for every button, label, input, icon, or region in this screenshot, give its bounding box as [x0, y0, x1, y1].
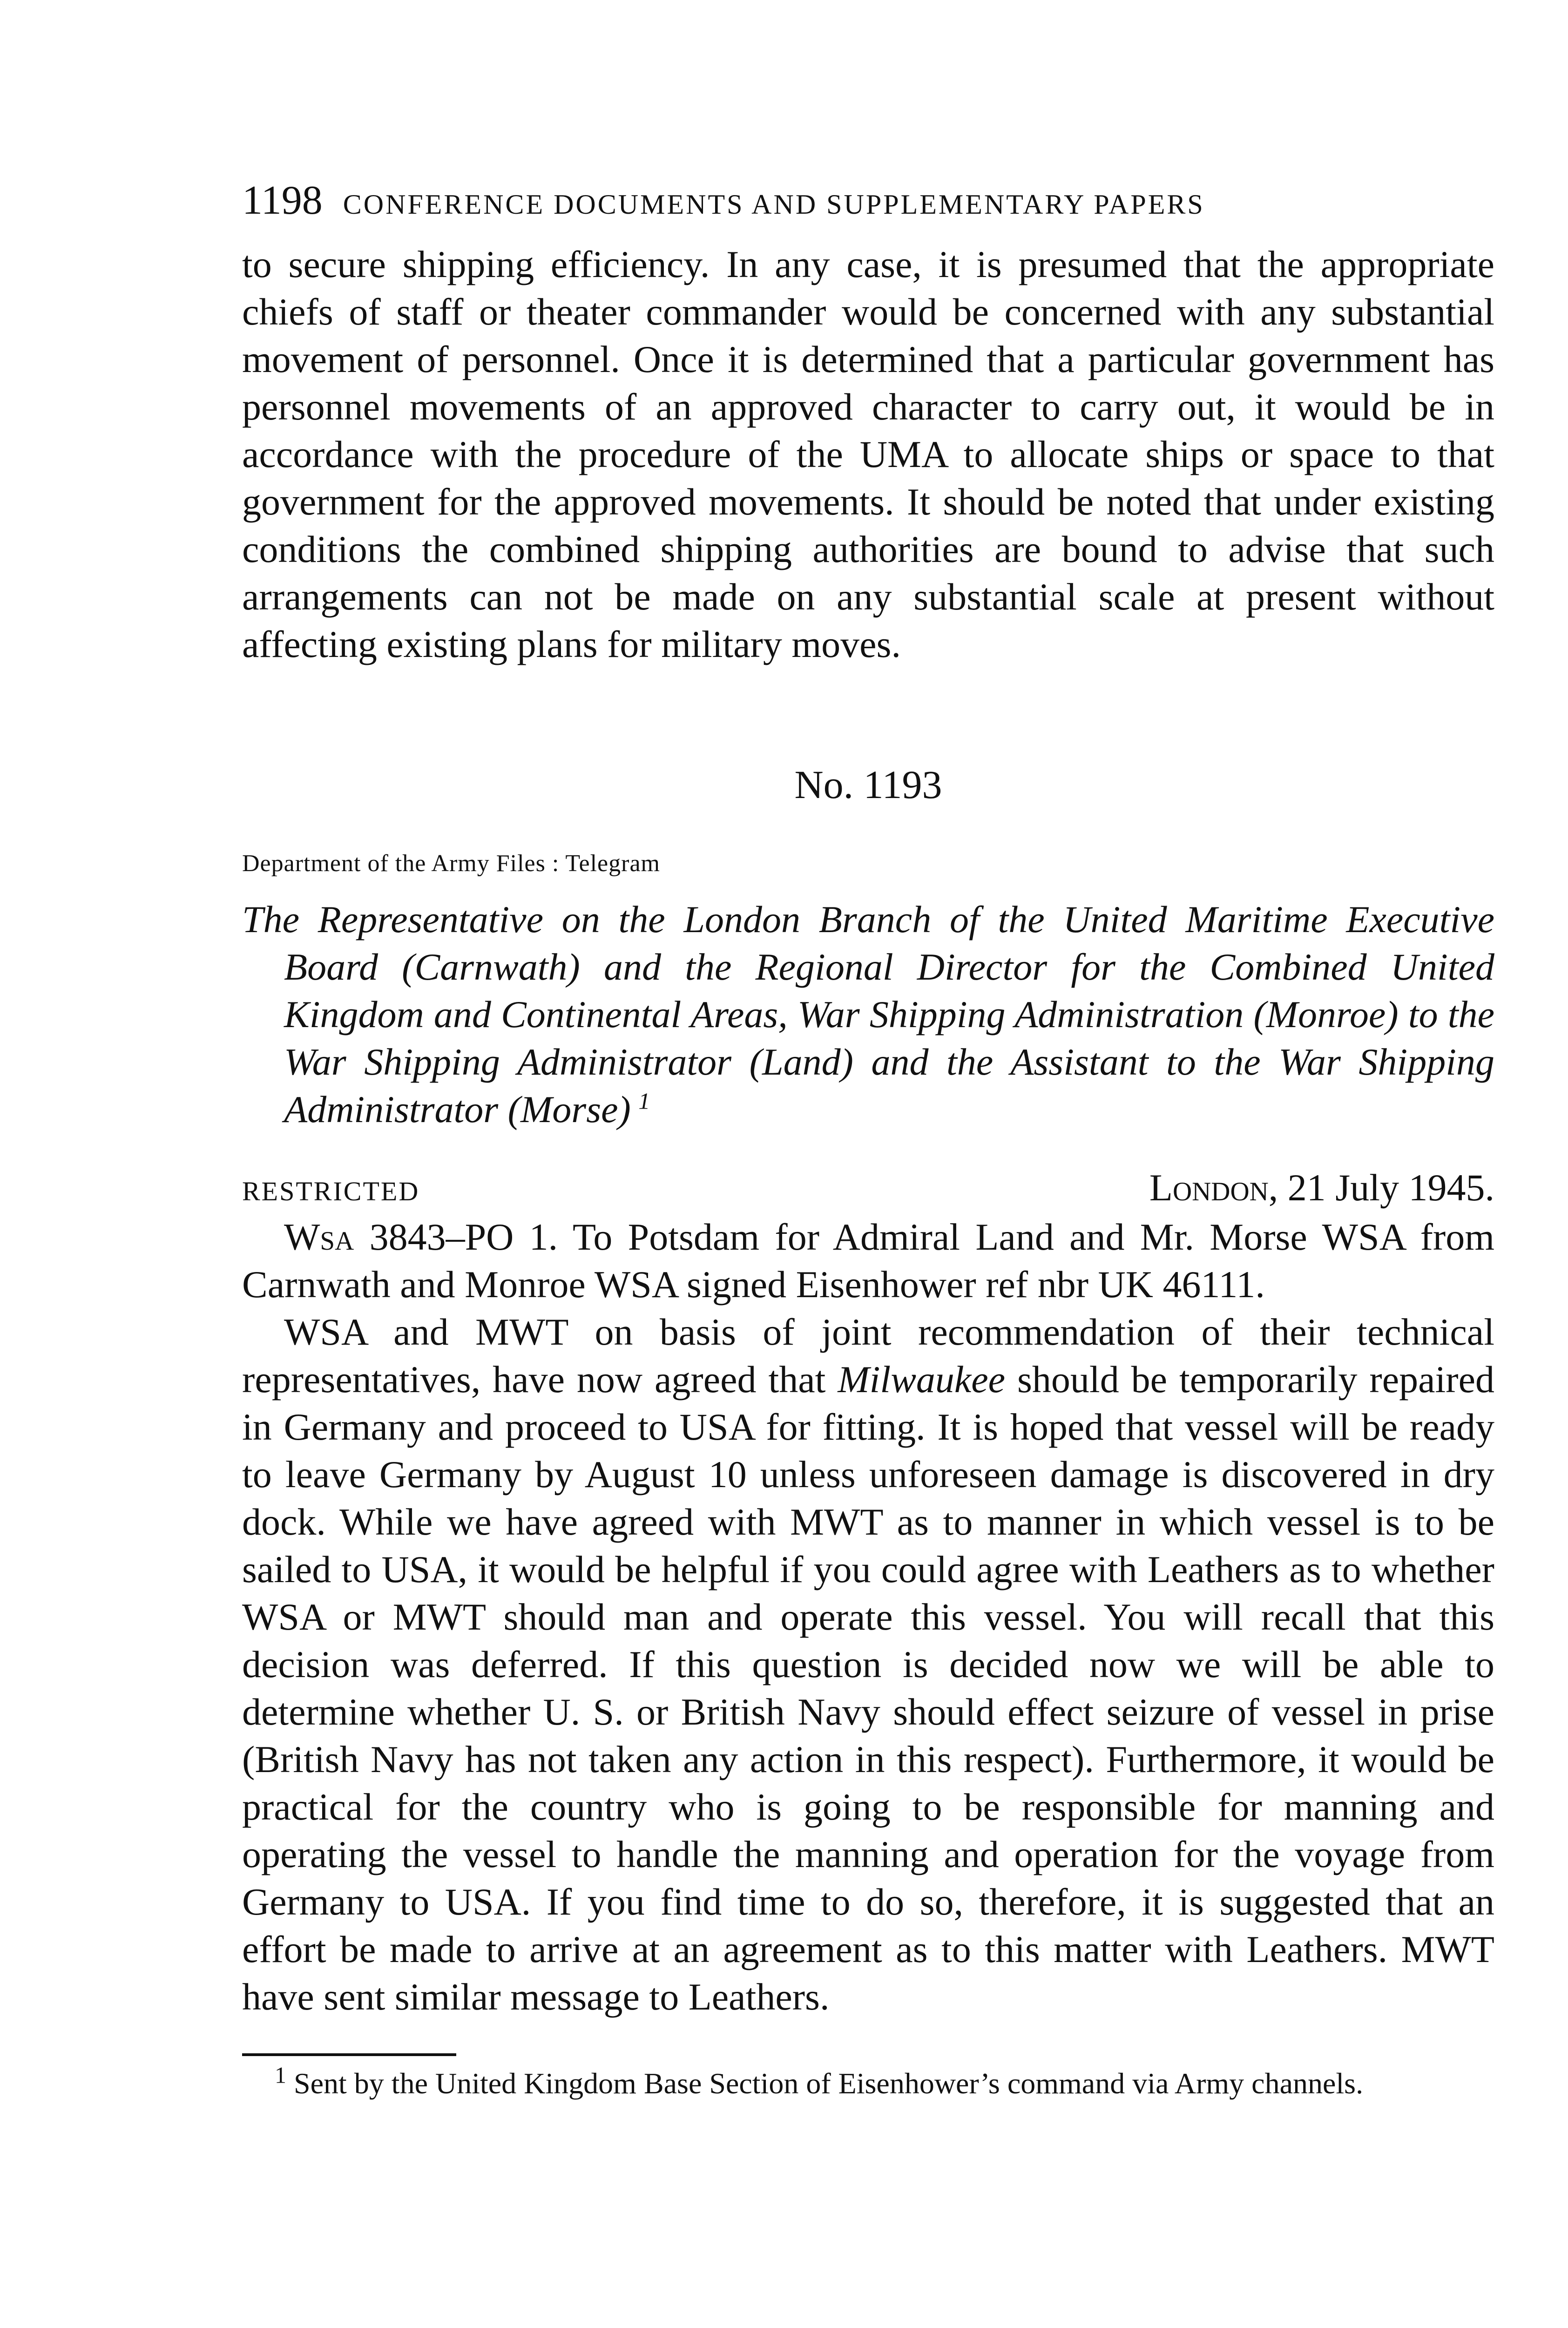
- footnote-reference: 1: [638, 1088, 650, 1114]
- intro-paragraph: to secure shipping efficiency. In any case, it is presumed that the appropriate chiefs of staff or theater commander would be concerned with any substantial movement of personnel. Once it is determined that a particular government has personnel movements of an approved character to carry out, it would be in accordance with the procedure of the UMA to allocate ships or space to that government for the approved movements. It should be noted that under existing conditions the combined shipping authorities are bound to advise that such arrangements can not be made on any substantial scale at present without affecting existing plans for military moves.: [242, 243, 1494, 665]
- dateline-date: 21 July 1945.: [1287, 1166, 1494, 1209]
- body-part2: should be temporarily repaired in Germany and proceed to USA for fitting. It is hoped that vessel will be ready to leave Germany by August 10 unless unforeseen damage is discovered in dry dock. While we have agreed with MWT as to manner in which vessel is to be sailed to USA, it would be helpful if you could agree with Leathers as to whether WSA or MWT should man and operate this vessel. You will recall that this decision was deferred. If this question is decided now we will be able to determine whether U. S. or British Navy should effect seizure of vessel in prise (British Navy has not taken any action in this respect). Furthermore, it would be practical for the country who is going to be responsible for manning and operating the vessel to handle the manning and operation for the voyage from Germany to USA. If you find time to do so, therefore, it is suggested that an effort be made to arrive at an agreement as to this matter with Leathers. MWT have sent similar message to Leathers.: [242, 1358, 1494, 2018]
- telegram-body: [242, 1308, 1494, 2021]
- document-number: No. 1193: [794, 762, 942, 807]
- ref-prefix: Wsa: [284, 1216, 354, 1258]
- dateline-place: London,: [1149, 1166, 1278, 1209]
- ref-rest: 3843–PO 1. To Potsdam for Admiral Land and Mr. Morse WSA from Carnwath and Monroe WSA signed Eisenhower ref nbr UK 46111.: [242, 1216, 1494, 1306]
- page-header: [242, 177, 1494, 224]
- vessel-name: Milwaukee: [838, 1358, 1006, 1401]
- place-date: [1149, 1166, 1494, 1210]
- footnote-divider: [242, 2053, 456, 2056]
- document-source: Department of the Army Files : Telegram: [242, 850, 660, 877]
- footnote: [242, 2062, 1494, 2102]
- document-title: [242, 896, 1494, 1133]
- dateline: [242, 1166, 1494, 1210]
- classification: RESTRICTED: [242, 1176, 420, 1206]
- document-title-text: The Representative on the London Branch of the United Maritime Executive Board (Carnwath) and the Regional Director for the Combined United Kingdom and Continental Areas, War Shipping Administration (Monroe) to the War Shipping Administrator (Land) and the Assistant to the War Shipping Administrator (Morse): [242, 898, 1494, 1130]
- footnote-marker: 1: [275, 2062, 286, 2088]
- body-part1: WSA and MWT on basis of joint recommendation of their technical representatives, have now agreed that: [242, 1311, 1494, 1401]
- telegram-reference: [242, 1213, 1494, 1308]
- document-page: [242, 177, 1494, 2102]
- footnote-text: Sent by the United Kingdom Base Section of Eisenhower’s command via Army channels.: [294, 2067, 1364, 2100]
- running-title: CONFERENCE DOCUMENTS AND SUPPLEMENTARY PAPERS: [343, 189, 1205, 220]
- page-number: 1198: [242, 178, 323, 223]
